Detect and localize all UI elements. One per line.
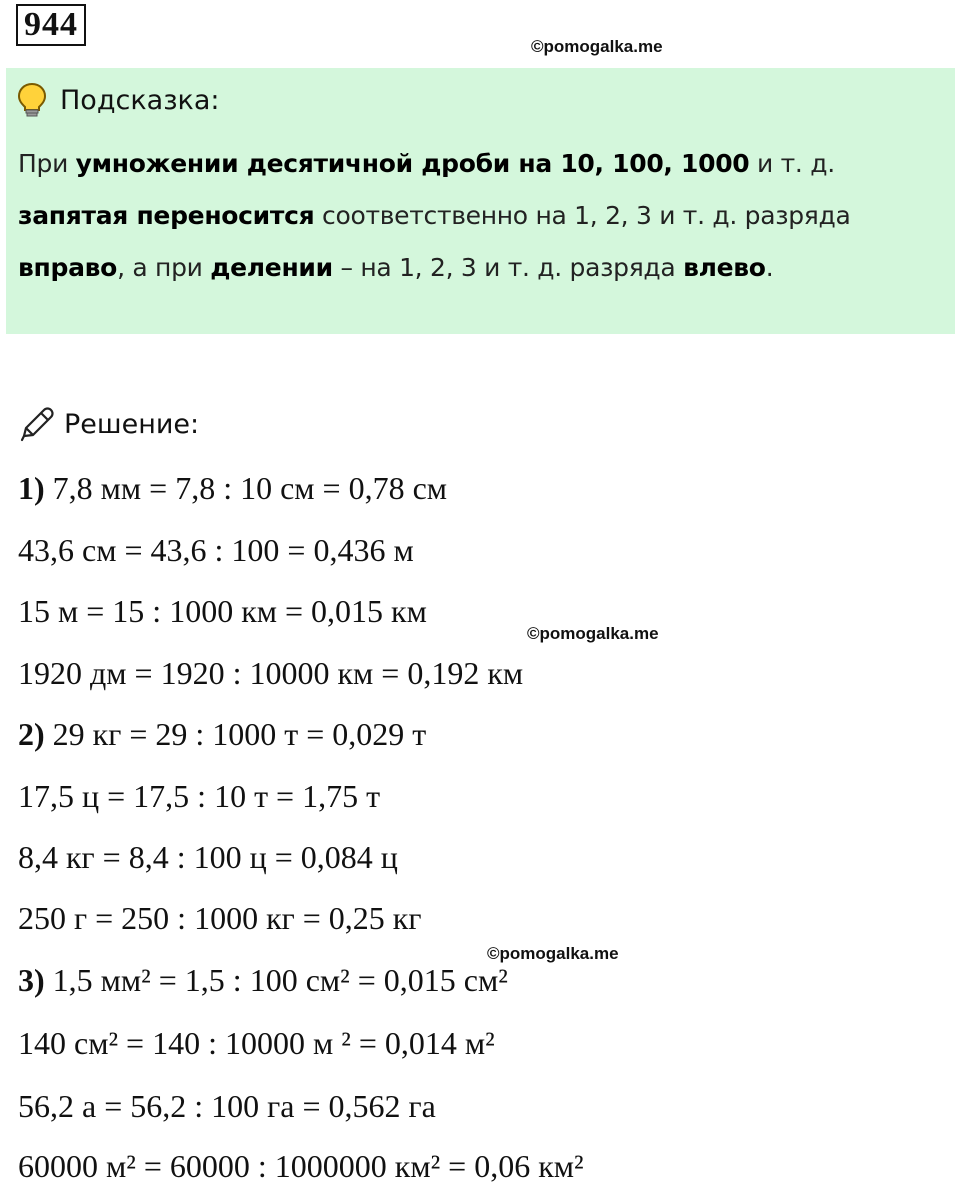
solution-line <box>18 1025 495 1062</box>
hint-text-part: запятая переносится <box>18 201 315 230</box>
solution-line <box>18 962 508 999</box>
solution-line <box>18 470 447 507</box>
hint-text-part: . <box>765 253 774 282</box>
line-text: 43,6 см = 43,6 : 100 = 0,436 м <box>18 532 414 568</box>
line-text: 17,5 ц = 17,5 : 10 т = 1,75 т <box>18 778 381 814</box>
line-text: 140 см² = 140 : 10000 м ² = 0,014 м² <box>18 1025 495 1061</box>
hint-text-part: При <box>18 149 76 178</box>
line-text: 7,8 мм = 7,8 : 10 см = 0,78 см <box>44 470 448 506</box>
solution-line <box>18 900 421 937</box>
watermark-bottom: ©pomogalka.me <box>487 944 619 963</box>
solution-line <box>18 778 380 815</box>
line-label: 1) <box>18 470 45 506</box>
solution-line <box>18 655 523 692</box>
hint-text-part: умножении десятичной дроби на 10, 100, 1000 <box>75 149 750 178</box>
hint-header <box>16 80 220 120</box>
watermark-middle: ©pomogalka.me <box>527 624 659 643</box>
line-label: 3) <box>18 962 45 998</box>
solution-line <box>18 716 426 753</box>
hint-text <box>18 138 948 294</box>
hint-text-part: влево <box>683 253 766 282</box>
solution-title: Решение: <box>64 408 200 440</box>
hint-title: Подсказка: <box>60 84 220 116</box>
line-text: 8,4 кг = 8,4 : 100 ц = 0,084 ц <box>18 839 398 875</box>
hint-text-part: вправо <box>18 253 118 282</box>
line-text: 29 кг = 29 : 1000 т = 0,029 т <box>44 716 427 752</box>
line-text: 1920 дм = 1920 : 10000 км = 0,192 км <box>18 655 524 691</box>
lightbulb-icon <box>16 82 48 118</box>
hint-text-part: и т. д. <box>749 149 835 178</box>
hint-text-part: , а при <box>117 253 211 282</box>
hint-text-part: соответственно на 1, 2, 3 и т. д. разряда <box>314 201 851 230</box>
line-text: 60000 м² = 60000 : 1000000 км² = 0,06 км² <box>18 1148 584 1184</box>
line-text: 1,5 мм² = 1,5 : 100 см² = 0,015 см² <box>44 962 508 998</box>
solution-header <box>16 402 199 446</box>
solution-line <box>18 593 427 630</box>
solution-line <box>18 532 414 569</box>
line-text: 15 м = 15 : 1000 км = 0,015 км <box>18 593 427 629</box>
hint-text-part: делении <box>210 253 333 282</box>
line-text: 56,2 а = 56,2 : 100 га = 0,562 га <box>18 1088 436 1124</box>
hint-text-part: – на 1, 2, 3 и т. д. разряда <box>332 253 684 282</box>
task-number: 944 <box>16 4 86 46</box>
watermark-top: ©pomogalka.me <box>531 37 663 56</box>
line-text: 250 г = 250 : 1000 кг = 0,25 кг <box>18 900 422 936</box>
line-label: 2) <box>18 716 45 752</box>
pencil-icon <box>16 404 56 444</box>
solution-line <box>18 839 398 876</box>
solution-line <box>18 1088 436 1125</box>
solution-line <box>18 1148 584 1185</box>
